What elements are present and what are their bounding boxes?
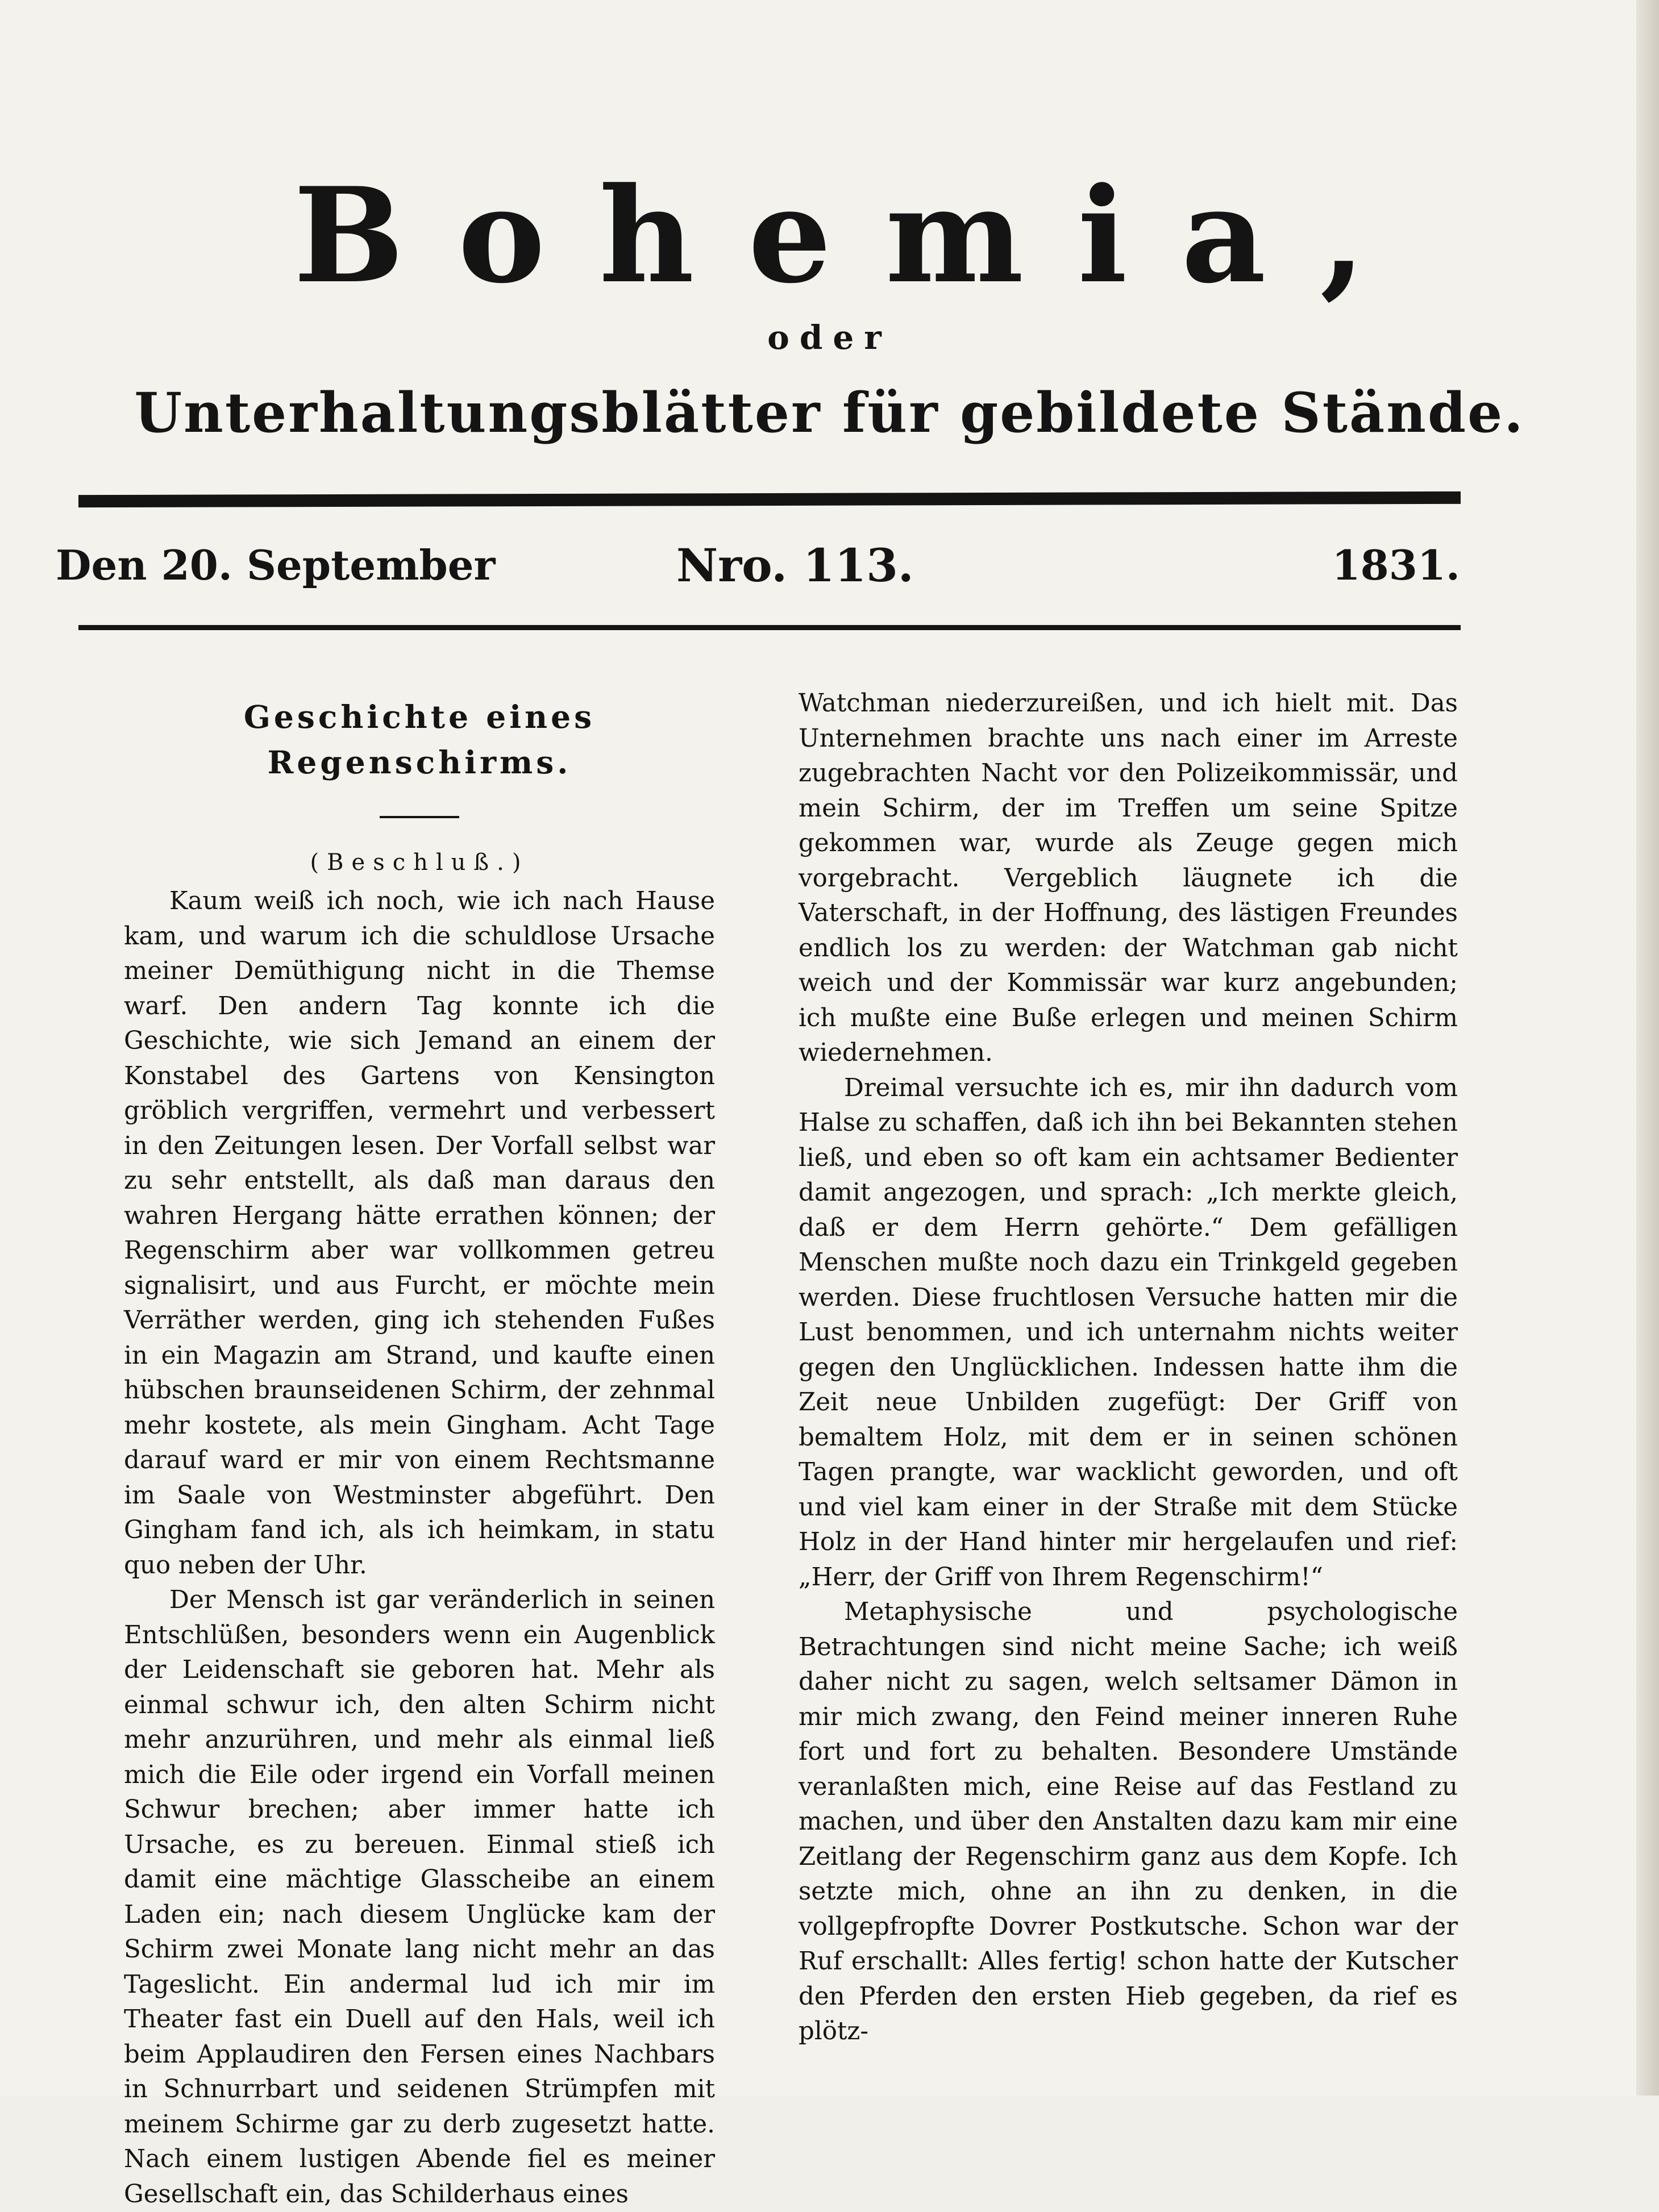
masthead-oder: oder (767, 318, 892, 357)
issue-date: Den 20. September (56, 541, 496, 589)
issue-year: 1831. (1332, 541, 1460, 589)
page-edge (1636, 0, 1659, 2096)
title-rule (380, 816, 459, 818)
masthead-subtitle: Unterhaltungsblätter für gebildete Stände. (134, 381, 1525, 445)
article-title: Geschichte eines Regenschirms. (243, 698, 596, 781)
article-subtitle: (Beschluß.) (310, 849, 529, 876)
issue-number: Nro. 113. (676, 539, 914, 592)
paragraph: Metaphysische und psychologische Betrachtungen sind nicht meine Sache; ich weiß daher nicht zu sagen, welch seltsamer Dämon in mir mich zwang, den Feind meiner inneren Ruhe fort und fort zu behalten. Besondere Umstände veranlaßten mich, eine Reise auf das Festland zu machen, und über den Anstalten dazu kam mir eine Zeitlang der Regenschirm ganz aus dem Kopfe. Ich setzte mich, ohne an ihn zu denken, in die vollgepfropfte Dovrer Postkutsche. Schon war der Ruf erschallt: Alles fertig! schon hatte der Kutscher den Pferden den ersten Hieb gegeben, da rief es plötz- (799, 1598, 1458, 2046)
paragraph: Der Mensch ist gar veränderlich in seinen Entschlüßen, besonders wenn ein Augenblick der Leidenschaft sie geboren hat. Mehr als einmal schwur ich, den alten Schirm nicht mehr anzurühren, und mehr als einmal ließ mich die Eile oder irgend ein Vorfall meinen Schwur brechen; aber immer hatte ich Ursache, es zu bereuen. Einmal stieß ich damit eine mächtige Glasscheibe an einem Laden ein; nach diesem Unglücke kam der Schirm zwei Monate lang nicht mehr an das Tageslicht. Ein andermal lud ich mir im Theater fast ein Duell auf den Hals, weil ich beim Applaudiren den Fersen eines Nachbars in Schnurrbart und seidenen Strümpfen mit meinem Schirme gar zu derb zugesetzt hatte. Nach einem lustigen Abende fiel es meiner Gesellschaft ein, das Schilderhaus eines (124, 1586, 715, 2209)
paragraph: Dreimal versuchte ich es, mir ihn dadurch vom Halse zu schaffen, daß ich ihn bei Bekannten stehen ließ, und eben so oft kam ein achtsamer Bedienter damit angezogen, und sprach: „Ich merkte gleich, daß er dem Herrn gehörte.“ Dem gefälligen Menschen mußte noch dazu ein Trinkgeld gegeben werden. Diese fruchtlosen Versuche hatten mir die Lust benommen, und ich unternahm nichts weiter gegen den Unglücklichen. Indessen hatte ihm die Zeit neue Unbilden zugefügt: Der Griff von bemaltem Holz, mit dem er in seinen schönen Tagen prangte, war wacklicht geworden, und oft und viel kam einer in der Straße mit dem Stücke Holz in der Hand hinter mir hergelaufen und rief: „Herr, der Griff von Ihrem Regenschirm!“ (799, 1073, 1458, 1592)
masthead-title: Bohemia, (293, 159, 1420, 313)
column-left (124, 682, 715, 2212)
dateline-rule (78, 625, 1461, 630)
paragraph: Kaum weiß ich noch, wie ich nach Hause kam, und warum ich die schuldlose Ursache meiner Demüthigung nicht in die Themse warf. Den andern Tag konnte ich die Geschichte, wie sich Jemand an einem der Konstabel des Gartens von Kensington gröblich vergriffen, vermehrt und verbessert in den Zeitungen lesen. Der Vorfall selbst war zu sehr entstellt, als daß man daraus den wahren Hergang hätte errathen können; der Regenschirm aber war vollkommen getreu signalisirt, und aus Furcht, er möchte mein Verräther werden, ging ich stehenden Fußes in ein Magazin am Strand, und kaufte einen hübschen braunseidenen Schirm, der zehnmal mehr kostete, als mein Gingham. Acht Tage darauf ward er mir von einem Rechtsmanne im Saale von Westminster abgeführt. Den Gingham fand ich, als ich heimkam, in statu quo neben der Uhr. (124, 887, 715, 1580)
masthead-rule (78, 491, 1461, 507)
column-right (799, 686, 1458, 2049)
paragraph: Watchman niederzureißen, und ich hielt mit. Das Unternehmen brachte uns nach einer im Arreste zugebrachten Nacht vor den Polizeikommissär, und mein Schirm, der im Treffen um seine Spitze gekommen war, wurde als Zeuge gegen mich vorgebracht. Vergeblich läugnete ich die Vaterschaft, in der Hoffnung, des lästigen Freundes endlich los zu werden: der Watchman gab nicht weich und der Kommissär war kurz angebunden; ich mußte eine Buße erlegen und meinen Schirm wiedernehmen. (799, 689, 1458, 1067)
